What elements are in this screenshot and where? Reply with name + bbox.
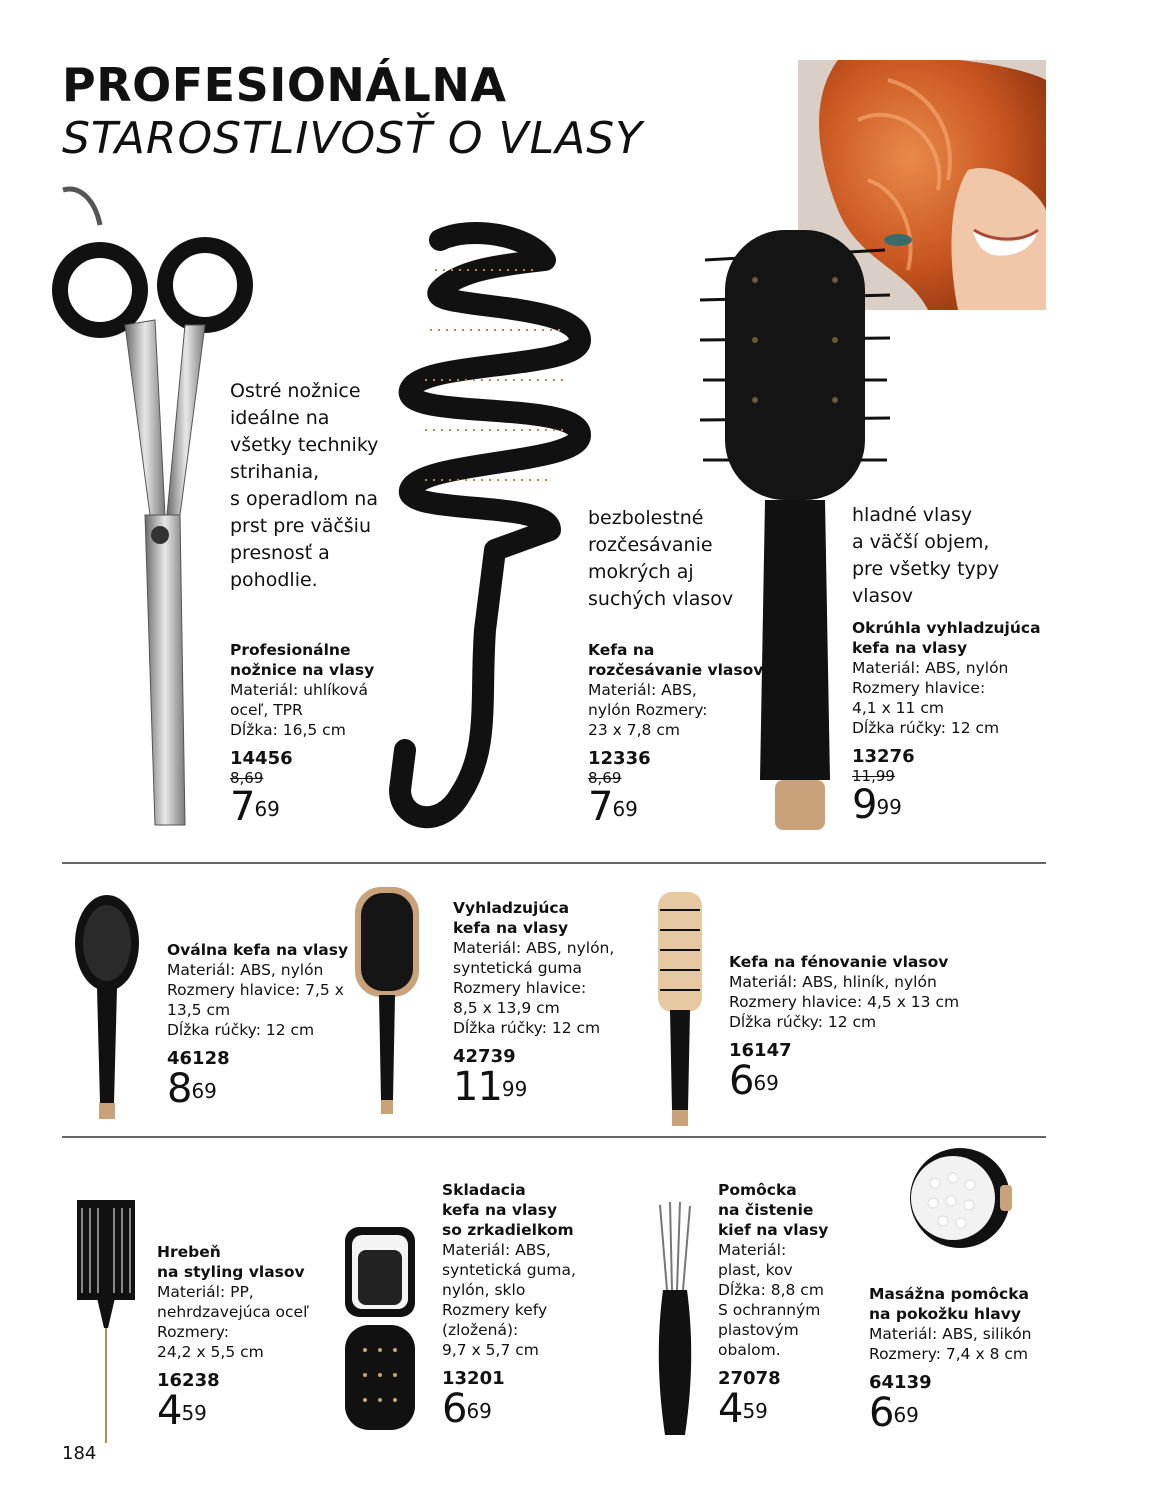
styling-comb-image — [72, 1198, 142, 1448]
price: $8^{69}$ — [167, 1066, 217, 1112]
product-brush-cleaner — [718, 1180, 829, 1432]
product-detangling-brush — [588, 640, 764, 830]
product-code: 16147 — [729, 1040, 792, 1061]
price: $6^{69}$ — [869, 1390, 919, 1436]
product-details: Materiál: ABS, nylón, syntetická guma Rozmery hlavice: 8,5 x 13,9 cm Dĺžka rúčky: 12 cm — [453, 939, 615, 1037]
price: $4^{59}$ — [157, 1388, 207, 1434]
product-code: 27078 — [718, 1368, 781, 1389]
product-name: Kefa na fénovanie vlasov — [729, 953, 949, 971]
product-code: 16238 — [157, 1370, 220, 1391]
product-scalp-massager — [869, 1284, 1032, 1436]
detangling-description: bezbolestné rozčesávanie mokrých aj suchých vlasov — [588, 507, 734, 610]
price: $6^{69}$ — [442, 1386, 492, 1432]
product-name: Profesionálne nožnice na vlasy — [230, 641, 375, 679]
price: $7^{69}$ — [588, 784, 638, 830]
folding-brush-image — [340, 1225, 420, 1435]
old-price: 8,69 — [588, 769, 622, 787]
divider — [62, 1136, 1046, 1138]
page-title: PROFESIONÁLNA — [62, 58, 507, 112]
product-styling-comb — [157, 1242, 309, 1434]
product-name: Kefa na rozčesávanie vlasov — [588, 641, 764, 679]
product-name: Pomôcka na čistenie kief na vlasy — [718, 1181, 829, 1239]
product-name: Vyhladzujúca kefa na vlasy — [453, 899, 570, 937]
price: $7^{69}$ — [230, 784, 280, 830]
page-number: 184 — [62, 1443, 97, 1464]
product-code: 46128 — [167, 1048, 230, 1069]
product-details: Materiál: ABS, nylón Rozmery hlavice: 7,5 x 13,5 cm Dĺžka rúčky: 12 cm — [167, 961, 344, 1039]
product-name: Hrebeň na styling vlasov — [157, 1243, 305, 1281]
price: $11^{99}$ — [453, 1064, 528, 1110]
product-scissors — [230, 640, 375, 830]
scissors-image — [55, 185, 255, 825]
old-price: 8,69 — [230, 769, 264, 787]
product-vent-brush — [729, 952, 960, 1104]
product-details: Materiál: ABS, hliník, nylón Rozmery hlavice: 4,5 x 13 cm Dĺžka rúčky: 12 cm — [729, 973, 960, 1031]
divider — [62, 862, 1046, 864]
product-name: Okrúhla vyhladzujúca kefa na vlasy — [852, 619, 1041, 657]
product-code: 13276 — [852, 746, 915, 767]
price: $9^{99}$ — [852, 782, 902, 828]
scissors-description: Ostré nožnice ideálne na všetky techniky strihania, s operadlom na prst pre väčšiu presnosť a pohodlie. — [230, 380, 379, 591]
round-brush-description: hladné vlasy a väčší objem, pre všetky typy vlasov — [852, 504, 1000, 607]
product-details: Materiál: ABS, syntetická guma, nylón, sklo Rozmery kefy (zložená): 9,7 x 5,7 cm — [442, 1241, 576, 1359]
product-code: 14456 — [230, 748, 293, 769]
price: $6^{69}$ — [729, 1058, 779, 1104]
product-details: Materiál: ABS, silikón Rozmery: 7,4 x 8 cm — [869, 1325, 1032, 1363]
scalp-massager-image — [905, 1143, 1015, 1253]
paddle-brush-image — [352, 885, 422, 1115]
product-round-brush — [852, 618, 1041, 828]
product-details: Materiál: uhlíková oceľ, TPR Dĺžka: 16,5 cm — [230, 681, 368, 739]
product-folding-brush — [442, 1180, 576, 1432]
detangling-brush-image — [380, 230, 590, 830]
product-code: 13201 — [442, 1368, 505, 1389]
vent-brush-image — [650, 890, 710, 1130]
price: $4^{59}$ — [718, 1386, 768, 1432]
product-paddle-brush — [453, 898, 615, 1110]
product-details: Materiál: PP, nehrdzavejúca oceľ Rozmery: 24,2 x 5,5 cm — [157, 1283, 309, 1361]
product-code: 12336 — [588, 748, 651, 769]
oval-brush-image — [72, 893, 142, 1123]
old-price: 11,99 — [852, 767, 895, 785]
product-oval-brush — [167, 940, 349, 1112]
product-name: Oválna kefa na vlasy — [167, 941, 349, 959]
product-details: Materiál: ABS, nylón Rozmery: 23 x 7,8 cm — [588, 681, 708, 739]
product-details: Materiál: plast, kov Dĺžka: 8,8 cm S ochranným plastovým obalom. — [718, 1241, 824, 1359]
product-code: 42739 — [453, 1046, 516, 1067]
product-name: Masážna pomôcka na pokožku hlavy — [869, 1285, 1029, 1323]
product-details: Materiál: ABS, nylón Rozmery hlavice: 4,1 x 11 cm Dĺžka rúčky: 12 cm — [852, 659, 1009, 737]
brush-cleaner-image — [645, 1200, 705, 1440]
product-name: Skladacia kefa na vlasy so zrkadielkom — [442, 1181, 574, 1239]
product-code: 64139 — [869, 1372, 932, 1393]
page-subtitle: STAROSTLIVOSŤ O VLASY — [62, 113, 644, 164]
